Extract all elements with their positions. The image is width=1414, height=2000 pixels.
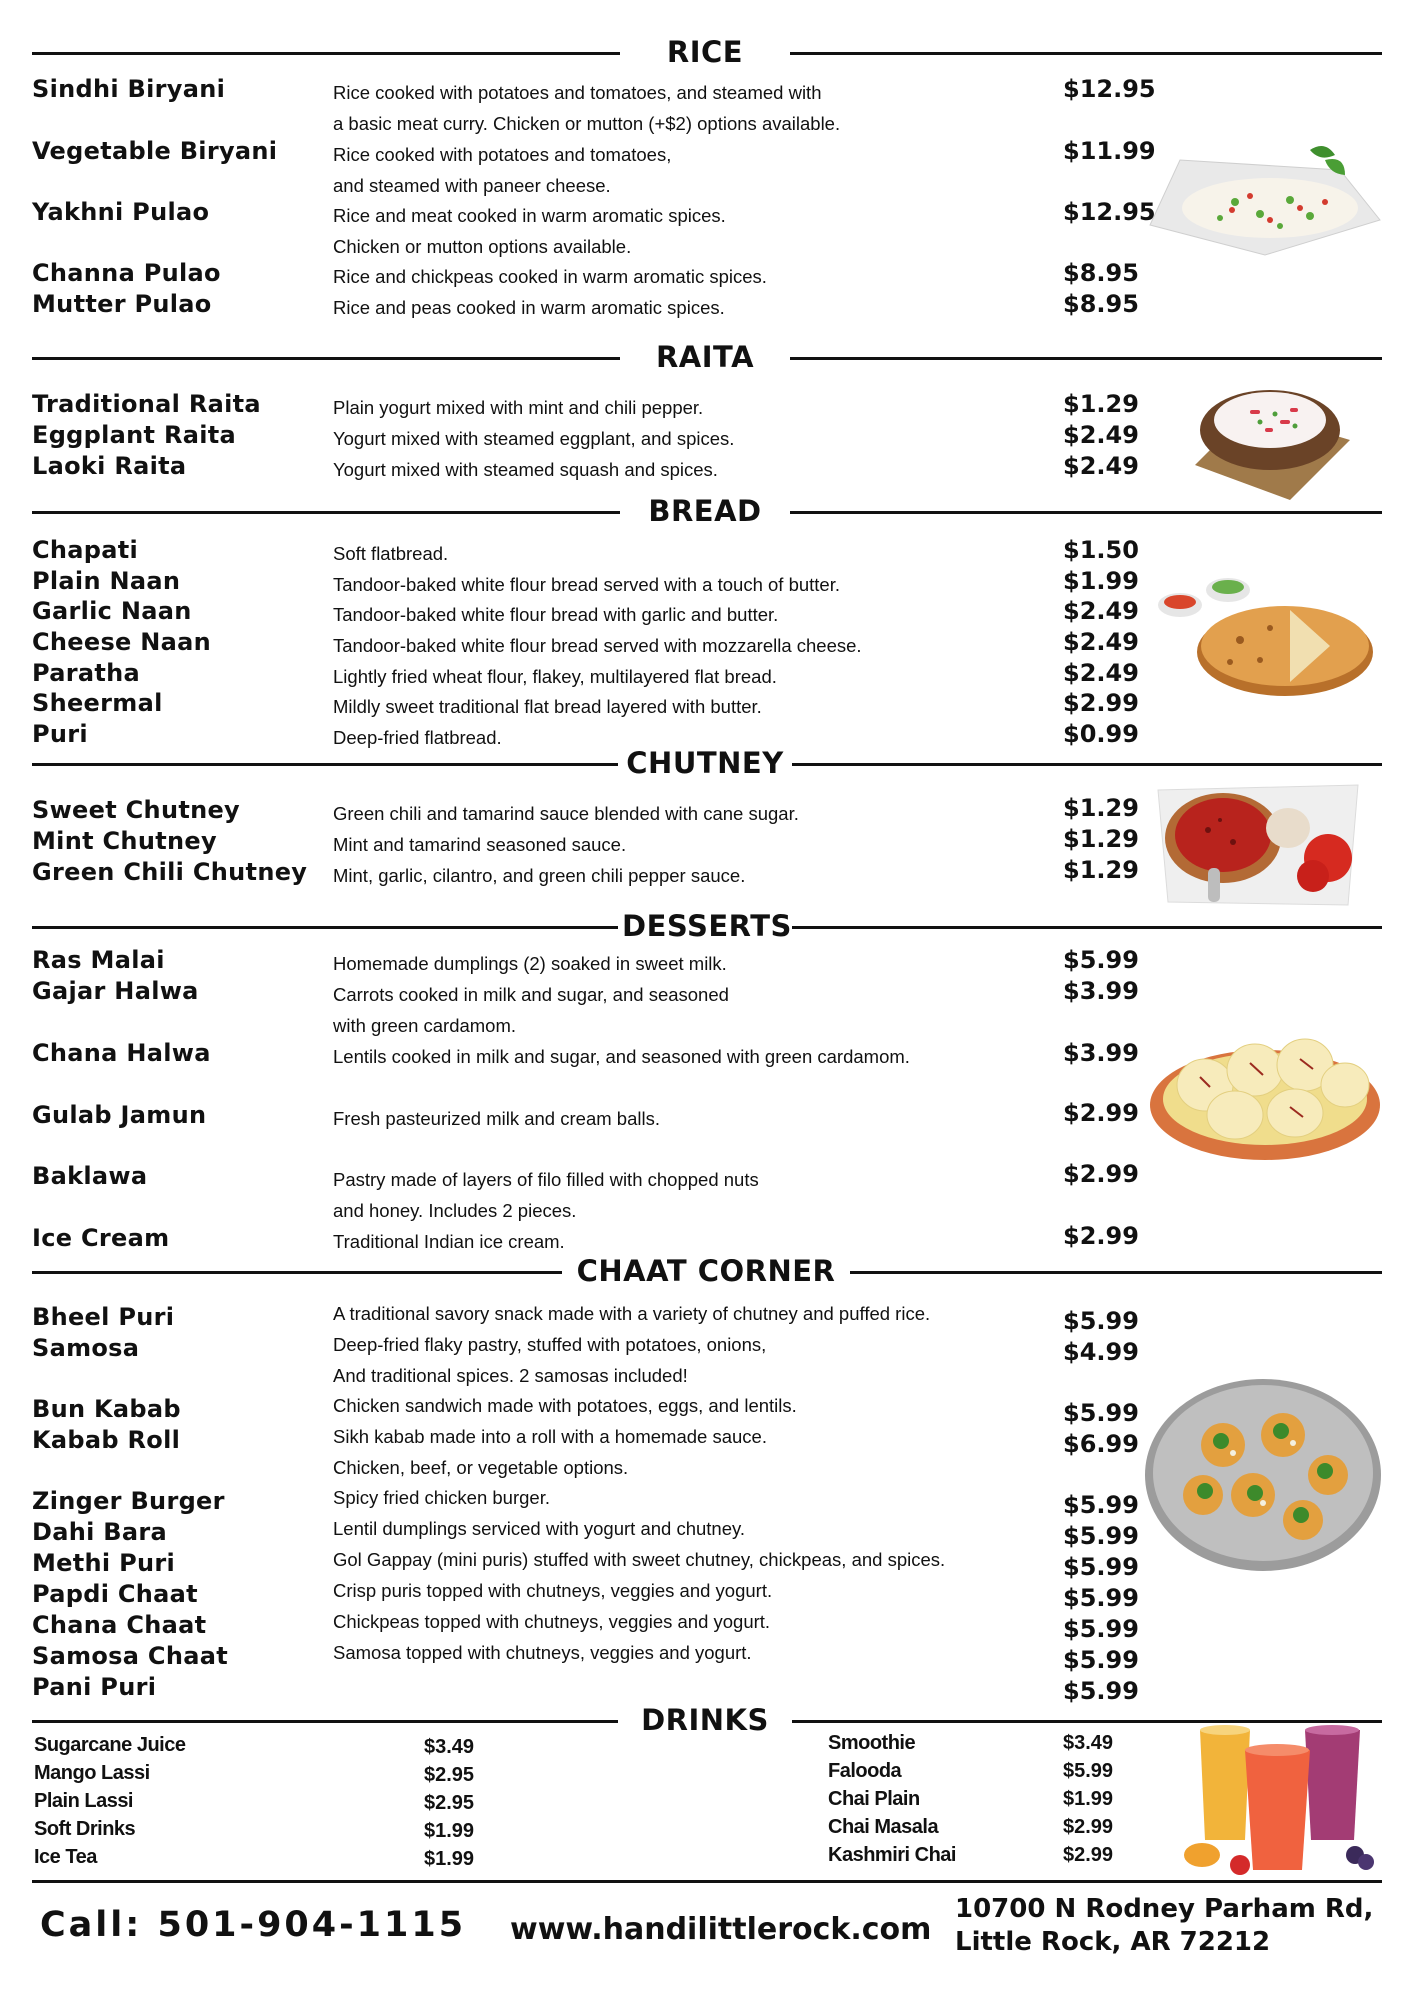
item-name: Plain Naan (32, 567, 181, 595)
item-name: Samosa (32, 1334, 140, 1362)
item-name: Eggplant Raita (32, 421, 237, 449)
header-rule-left (32, 511, 620, 514)
header-rule-left (32, 1271, 562, 1274)
item-price: $1.99 (1063, 567, 1139, 595)
drinks-title: DRINKS (641, 1703, 769, 1737)
item-price: $0.99 (1063, 720, 1139, 748)
drink-name: Soft Drinks (34, 1818, 136, 1840)
item-name: Puri (32, 720, 88, 748)
item-price: $2.49 (1063, 452, 1139, 480)
drink-price: $2.95 (424, 1764, 475, 1786)
item-price: $4.99 (1063, 1338, 1139, 1366)
item-price: $3.99 (1063, 1039, 1139, 1067)
item-price: $1.29 (1063, 390, 1139, 418)
drink-price: $2.99 (1063, 1816, 1114, 1838)
item-description: Mint, garlic, cilantro, and green chili pepper sauce. (333, 865, 746, 886)
item-name: Ras Malai (32, 946, 165, 974)
item-name: Bheel Puri (32, 1303, 175, 1331)
item-description: Samosa topped with chutneys, veggies and yogurt. (333, 1642, 752, 1663)
drink-name: Chai Masala (828, 1816, 939, 1838)
item-price: $5.99 (1063, 1646, 1139, 1674)
item-price: $5.99 (1063, 946, 1139, 974)
item-price: $2.49 (1063, 628, 1139, 656)
drink-price: $2.95 (424, 1792, 475, 1814)
item-description: Gol Gappay (mini puris) stuffed with sweet chutney, chickpeas, and spices. (333, 1549, 946, 1570)
item-name: Ice Cream (32, 1224, 170, 1252)
item-price: $12.95 (1063, 198, 1156, 226)
chutney-bowl-photo (1148, 780, 1368, 910)
header-rule-right (850, 1271, 1382, 1274)
header-rule-left (32, 1720, 618, 1723)
item-price: $2.99 (1063, 1099, 1139, 1127)
item-price: $1.50 (1063, 536, 1139, 564)
item-price: $6.99 (1063, 1430, 1139, 1458)
drink-price: $5.99 (1063, 1760, 1114, 1782)
item-description: Yogurt mixed with steamed squash and spices. (333, 459, 718, 480)
item-name: Traditional Raita (32, 390, 261, 418)
item-description: Tandoor-baked white flour bread with garlic and butter. (333, 604, 779, 625)
item-description: Yogurt mixed with steamed eggplant, and spices. (333, 428, 735, 449)
paratha-bread-photo (1140, 570, 1375, 700)
item-description: Lightly fried wheat flour, flakey, multilayered flat bread. (333, 666, 777, 687)
item-description: Fresh pasteurized milk and cream balls. (333, 1108, 660, 1129)
item-price: $2.99 (1063, 1222, 1139, 1250)
item-price: $5.99 (1063, 1491, 1139, 1519)
chaat-header (0, 1251, 1414, 1291)
item-description: Mildly sweet traditional flat bread layered with butter. (333, 696, 762, 717)
item-description: Deep-fried flatbread. (333, 727, 502, 748)
drink-price: $3.49 (1063, 1732, 1114, 1754)
drink-price: $1.99 (424, 1848, 475, 1870)
item-description: Rice cooked with potatoes and tomatoes, and steamed with a basic meat curry. Chicken or mutton (+$2) options available. (333, 82, 841, 134)
item-description: Tandoor-baked white flour bread served with a touch of butter. (333, 574, 840, 595)
item-description: Crisp puris topped with chutneys, veggies and yogurt. (333, 1580, 773, 1601)
item-price: $1.29 (1063, 794, 1139, 822)
item-price: $5.99 (1063, 1399, 1139, 1427)
item-name: Chapati (32, 536, 139, 564)
item-description: Rice and meat cooked in warm aromatic spices. Chicken or mutton options available. (333, 205, 726, 257)
item-name: Sindhi Biryani (32, 75, 226, 103)
drink-price: $1.99 (1063, 1788, 1114, 1810)
item-name: Chana Halwa (32, 1039, 211, 1067)
drink-name: Mango Lassi (34, 1762, 150, 1784)
item-name: Channa Pulao (32, 259, 221, 287)
item-name: Gajar Halwa (32, 977, 199, 1005)
item-description: Rice and peas cooked in warm aromatic spices. (333, 297, 725, 318)
item-name: Paratha (32, 659, 141, 687)
chutney-title: CHUTNEY (626, 746, 784, 780)
item-description: Rice cooked with potatoes and tomatoes, and steamed with paneer cheese. (333, 144, 672, 196)
item-description: Rice and chickpeas cooked in warm aromatic spices. (333, 266, 767, 287)
phone-number[interactable]: Call: 501-904-1115 (40, 1905, 467, 1945)
item-description: Deep-fried flaky pastry, stuffed with potatoes, onions, And traditional spices. 2 samosas included! (333, 1334, 767, 1386)
address-line-1: 10700 N Rodney Parham Rd, (955, 1894, 1374, 1924)
item-price: $8.95 (1063, 290, 1139, 318)
item-price: $11.99 (1063, 137, 1156, 165)
raita-title: RAITA (655, 340, 755, 374)
drink-price: $3.49 (424, 1736, 475, 1758)
item-price: $2.49 (1063, 421, 1139, 449)
drink-name: Sugarcane Juice (34, 1734, 186, 1756)
item-name: Laoki Raita (32, 452, 187, 480)
header-rule-left (32, 926, 618, 929)
rice-header (0, 32, 1414, 72)
item-description: Spicy fried chicken burger. (333, 1487, 550, 1508)
item-description: Carrots cooked in milk and sugar, and seasoned with green cardamom. (333, 984, 729, 1036)
item-description: Pastry made of layers of filo filled with chopped nuts and honey. Includes 2 pieces. (333, 1169, 759, 1221)
item-name: Kabab Roll (32, 1426, 181, 1454)
item-name: Cheese Naan (32, 628, 212, 656)
item-name: Sweet Chutney (32, 796, 241, 824)
item-name: Mutter Pulao (32, 290, 212, 318)
item-name: Green Chili Chutney (32, 858, 308, 886)
item-price: $5.99 (1063, 1677, 1139, 1705)
item-price: $12.95 (1063, 75, 1156, 103)
desserts-title: DESSERTS (622, 909, 792, 943)
header-rule-left (32, 763, 618, 766)
drink-name: Falooda (828, 1760, 902, 1782)
address-line-2: Little Rock, AR 72212 (955, 1927, 1271, 1957)
header-rule-right (792, 763, 1382, 766)
item-price: $1.29 (1063, 825, 1139, 853)
header-rule-left (32, 357, 620, 360)
item-price: $1.29 (1063, 856, 1139, 884)
item-description: Chickpeas topped with chutneys, veggies and yogurt. (333, 1611, 771, 1632)
item-name: Garlic Naan (32, 597, 192, 625)
item-description: Chicken sandwich made with potatoes, eggs, and lentils. (333, 1395, 797, 1416)
desserts-header (0, 906, 1414, 946)
item-price: $2.49 (1063, 659, 1139, 687)
drink-name: Smoothie (828, 1732, 916, 1754)
item-name: Pani Puri (32, 1673, 157, 1701)
item-description: Mint and tamarind seasoned sauce. (333, 834, 627, 855)
item-description: Sikh kabab made into a roll with a homemade sauce. Chicken, beef, or vegetable options. (333, 1426, 767, 1478)
item-description: Lentils cooked in milk and sugar, and seasoned with green cardamom. (333, 1046, 910, 1067)
bread-title: BREAD (648, 494, 762, 528)
chaat-plate-photo (1143, 1375, 1383, 1575)
item-name: Dahi Bara (32, 1518, 168, 1546)
item-description: Green chili and tamarind sauce blended with cane sugar. (333, 803, 799, 824)
item-price: $5.99 (1063, 1584, 1139, 1612)
item-description: Traditional Indian ice cream. (333, 1231, 565, 1252)
footer-divider (32, 1880, 1382, 1883)
item-price: $5.99 (1063, 1553, 1139, 1581)
item-name: Methi Puri (32, 1549, 176, 1577)
raita-bowl-photo (1180, 370, 1355, 505)
item-name: Papdi Chaat (32, 1580, 198, 1608)
item-description: Soft flatbread. (333, 543, 449, 564)
drink-price: $2.99 (1063, 1844, 1114, 1866)
item-name: Baklawa (32, 1162, 148, 1190)
header-rule-right (792, 926, 1382, 929)
item-price: $5.99 (1063, 1615, 1139, 1643)
chaat-title: CHAAT CORNER (576, 1254, 836, 1288)
item-name: Yakhni Pulao (32, 198, 210, 226)
drink-price: $1.99 (424, 1820, 475, 1842)
item-price: $2.99 (1063, 1160, 1139, 1188)
drink-name: Chai Plain (828, 1788, 920, 1810)
item-price: $5.99 (1063, 1307, 1139, 1335)
item-name: Zinger Burger (32, 1487, 225, 1515)
item-name: Mint Chutney (32, 827, 217, 855)
header-rule-right (790, 52, 1382, 55)
item-description: Homemade dumplings (2) soaked in sweet milk. (333, 953, 727, 974)
item-name: Samosa Chaat (32, 1642, 228, 1670)
smoothie-drinks-photo (1180, 1710, 1380, 1880)
item-description: Tandoor-baked white flour bread served with mozzarella cheese. (333, 635, 862, 656)
header-rule-right (790, 357, 1382, 360)
item-description: Lentil dumplings serviced with yogurt and chutney. (333, 1518, 746, 1539)
item-description: A traditional savory snack made with a variety of chutney and puffed rice. (333, 1303, 931, 1324)
item-name: Gulab Jamun (32, 1101, 207, 1129)
rice-plate-photo (1140, 140, 1390, 260)
drink-name: Ice Tea (34, 1846, 97, 1868)
item-name: Chana Chaat (32, 1611, 207, 1639)
rasmalai-dessert-photo (1145, 1015, 1385, 1165)
item-price: $2.49 (1063, 597, 1139, 625)
rice-title: RICE (666, 35, 744, 69)
item-price: $3.99 (1063, 977, 1139, 1005)
item-description: Plain yogurt mixed with mint and chili pepper. (333, 397, 704, 418)
item-name: Vegetable Biryani (32, 137, 278, 165)
item-price: $8.95 (1063, 259, 1139, 287)
item-price: $2.99 (1063, 689, 1139, 717)
item-name: Sheermal (32, 689, 163, 717)
website-link[interactable]: www.handilittlerock.com (510, 1912, 932, 1947)
drink-name: Kashmiri Chai (828, 1844, 956, 1866)
address (955, 1893, 1373, 1959)
drink-name: Plain Lassi (34, 1790, 133, 1812)
header-rule-right (790, 511, 1382, 514)
item-name: Bun Kabab (32, 1395, 181, 1423)
header-rule-left (32, 52, 620, 55)
item-price: $5.99 (1063, 1522, 1139, 1550)
